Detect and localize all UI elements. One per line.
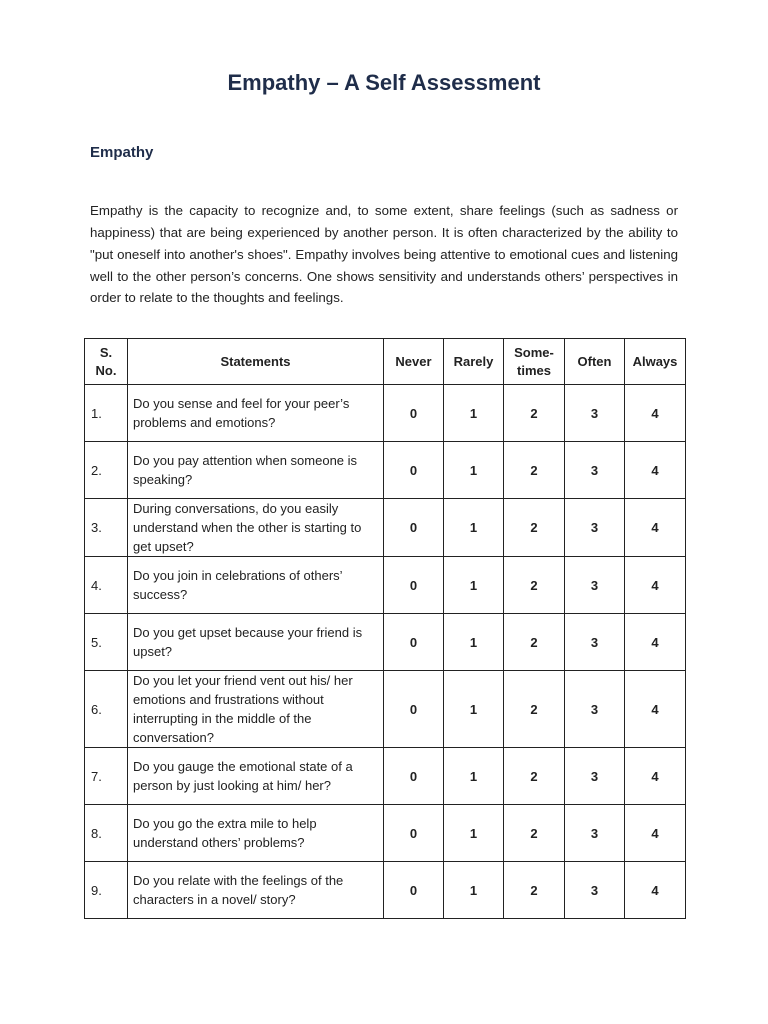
row-number: 3. bbox=[85, 499, 128, 557]
statement-cell: During conversations, do you easily understand when the other is starting to get upset? bbox=[128, 499, 384, 557]
score-always[interactable]: 4 bbox=[625, 442, 686, 499]
statement-cell: Do you sense and feel for your peer’s problems and emotions? bbox=[128, 385, 384, 442]
header-row bbox=[85, 339, 686, 385]
statement-cell: Do you join in celebrations of others’ success? bbox=[128, 557, 384, 614]
score-rarely[interactable]: 1 bbox=[444, 442, 504, 499]
statement-cell: Do you relate with the feelings of the characters in a novel/ story? bbox=[128, 862, 384, 919]
score-often[interactable]: 3 bbox=[565, 385, 625, 442]
header-never: Never bbox=[384, 339, 444, 385]
score-never[interactable]: 0 bbox=[384, 805, 444, 862]
row-number: 6. bbox=[85, 671, 128, 748]
row-number: 5. bbox=[85, 614, 128, 671]
table-row bbox=[85, 671, 686, 748]
row-number: 9. bbox=[85, 862, 128, 919]
score-rarely[interactable]: 1 bbox=[444, 385, 504, 442]
row-number: 1. bbox=[85, 385, 128, 442]
score-sometimes[interactable]: 2 bbox=[504, 442, 565, 499]
table-row bbox=[85, 805, 686, 862]
score-never[interactable]: 0 bbox=[384, 442, 444, 499]
score-often[interactable]: 3 bbox=[565, 614, 625, 671]
table-row bbox=[85, 499, 686, 557]
score-often[interactable]: 3 bbox=[565, 805, 625, 862]
header-sometimes: Some-times bbox=[504, 339, 565, 385]
row-number: 8. bbox=[85, 805, 128, 862]
row-number: 7. bbox=[85, 748, 128, 805]
header-often: Often bbox=[565, 339, 625, 385]
score-always[interactable]: 4 bbox=[625, 862, 686, 919]
table-row bbox=[85, 748, 686, 805]
row-number: 2. bbox=[85, 442, 128, 499]
section-heading: Empathy bbox=[90, 144, 154, 161]
header-always: Always bbox=[625, 339, 686, 385]
assessment-table bbox=[84, 338, 686, 919]
score-always[interactable]: 4 bbox=[625, 385, 686, 442]
score-often[interactable]: 3 bbox=[565, 671, 625, 748]
table-row bbox=[85, 442, 686, 499]
score-never[interactable]: 0 bbox=[384, 614, 444, 671]
score-sometimes[interactable]: 2 bbox=[504, 671, 565, 748]
score-never[interactable]: 0 bbox=[384, 671, 444, 748]
score-sometimes[interactable]: 2 bbox=[504, 614, 565, 671]
header-rarely: Rarely bbox=[444, 339, 504, 385]
score-rarely[interactable]: 1 bbox=[444, 614, 504, 671]
table-row bbox=[85, 385, 686, 442]
row-number: 4. bbox=[85, 557, 128, 614]
header-sno: S. No. bbox=[85, 339, 128, 385]
score-always[interactable]: 4 bbox=[625, 499, 686, 557]
statement-cell: Do you go the extra mile to help understand others’ problems? bbox=[128, 805, 384, 862]
score-often[interactable]: 3 bbox=[565, 442, 625, 499]
score-often[interactable]: 3 bbox=[565, 557, 625, 614]
score-rarely[interactable]: 1 bbox=[444, 557, 504, 614]
page-title: Empathy – A Self Assessment bbox=[227, 70, 541, 95]
score-never[interactable]: 0 bbox=[384, 862, 444, 919]
score-often[interactable]: 3 bbox=[565, 499, 625, 557]
score-always[interactable]: 4 bbox=[625, 805, 686, 862]
score-sometimes[interactable]: 2 bbox=[504, 862, 565, 919]
score-rarely[interactable]: 1 bbox=[444, 748, 504, 805]
score-rarely[interactable]: 1 bbox=[444, 805, 504, 862]
score-always[interactable]: 4 bbox=[625, 748, 686, 805]
score-rarely[interactable]: 1 bbox=[444, 671, 504, 748]
intro-paragraph: Empathy is the capacity to recognize and, to some extent, share feelings (such as sadness or happiness) that are being experienced by another person. It is often characterized by the ability to "put oneself into another's shoes". Empathy involves being attentive to emotional cues and listening well to the other person’s concerns. One shows sensitivity and understands others’ perspectives in order to relate to the thoughts and feelings. bbox=[90, 203, 678, 306]
score-never[interactable]: 0 bbox=[384, 748, 444, 805]
score-often[interactable]: 3 bbox=[565, 862, 625, 919]
statement-cell: Do you pay attention when someone is speaking? bbox=[128, 442, 384, 499]
statement-cell: Do you gauge the emotional state of a person by just looking at him/ her? bbox=[128, 748, 384, 805]
score-always[interactable]: 4 bbox=[625, 614, 686, 671]
header-statements: Statements bbox=[128, 339, 384, 385]
score-never[interactable]: 0 bbox=[384, 499, 444, 557]
statement-cell: Do you let your friend vent out his/ her emotions and frustrations without interrupting in the middle of the conversation? bbox=[128, 671, 384, 748]
score-sometimes[interactable]: 2 bbox=[504, 805, 565, 862]
score-often[interactable]: 3 bbox=[565, 748, 625, 805]
score-sometimes[interactable]: 2 bbox=[504, 557, 565, 614]
score-rarely[interactable]: 1 bbox=[444, 862, 504, 919]
score-never[interactable]: 0 bbox=[384, 557, 444, 614]
score-sometimes[interactable]: 2 bbox=[504, 748, 565, 805]
table-row bbox=[85, 557, 686, 614]
table-row bbox=[85, 614, 686, 671]
score-never[interactable]: 0 bbox=[384, 385, 444, 442]
table-row bbox=[85, 862, 686, 919]
score-sometimes[interactable]: 2 bbox=[504, 385, 565, 442]
score-always[interactable]: 4 bbox=[625, 557, 686, 614]
score-rarely[interactable]: 1 bbox=[444, 499, 504, 557]
statement-cell: Do you get upset because your friend is upset? bbox=[128, 614, 384, 671]
score-always[interactable]: 4 bbox=[625, 671, 686, 748]
score-sometimes[interactable]: 2 bbox=[504, 499, 565, 557]
